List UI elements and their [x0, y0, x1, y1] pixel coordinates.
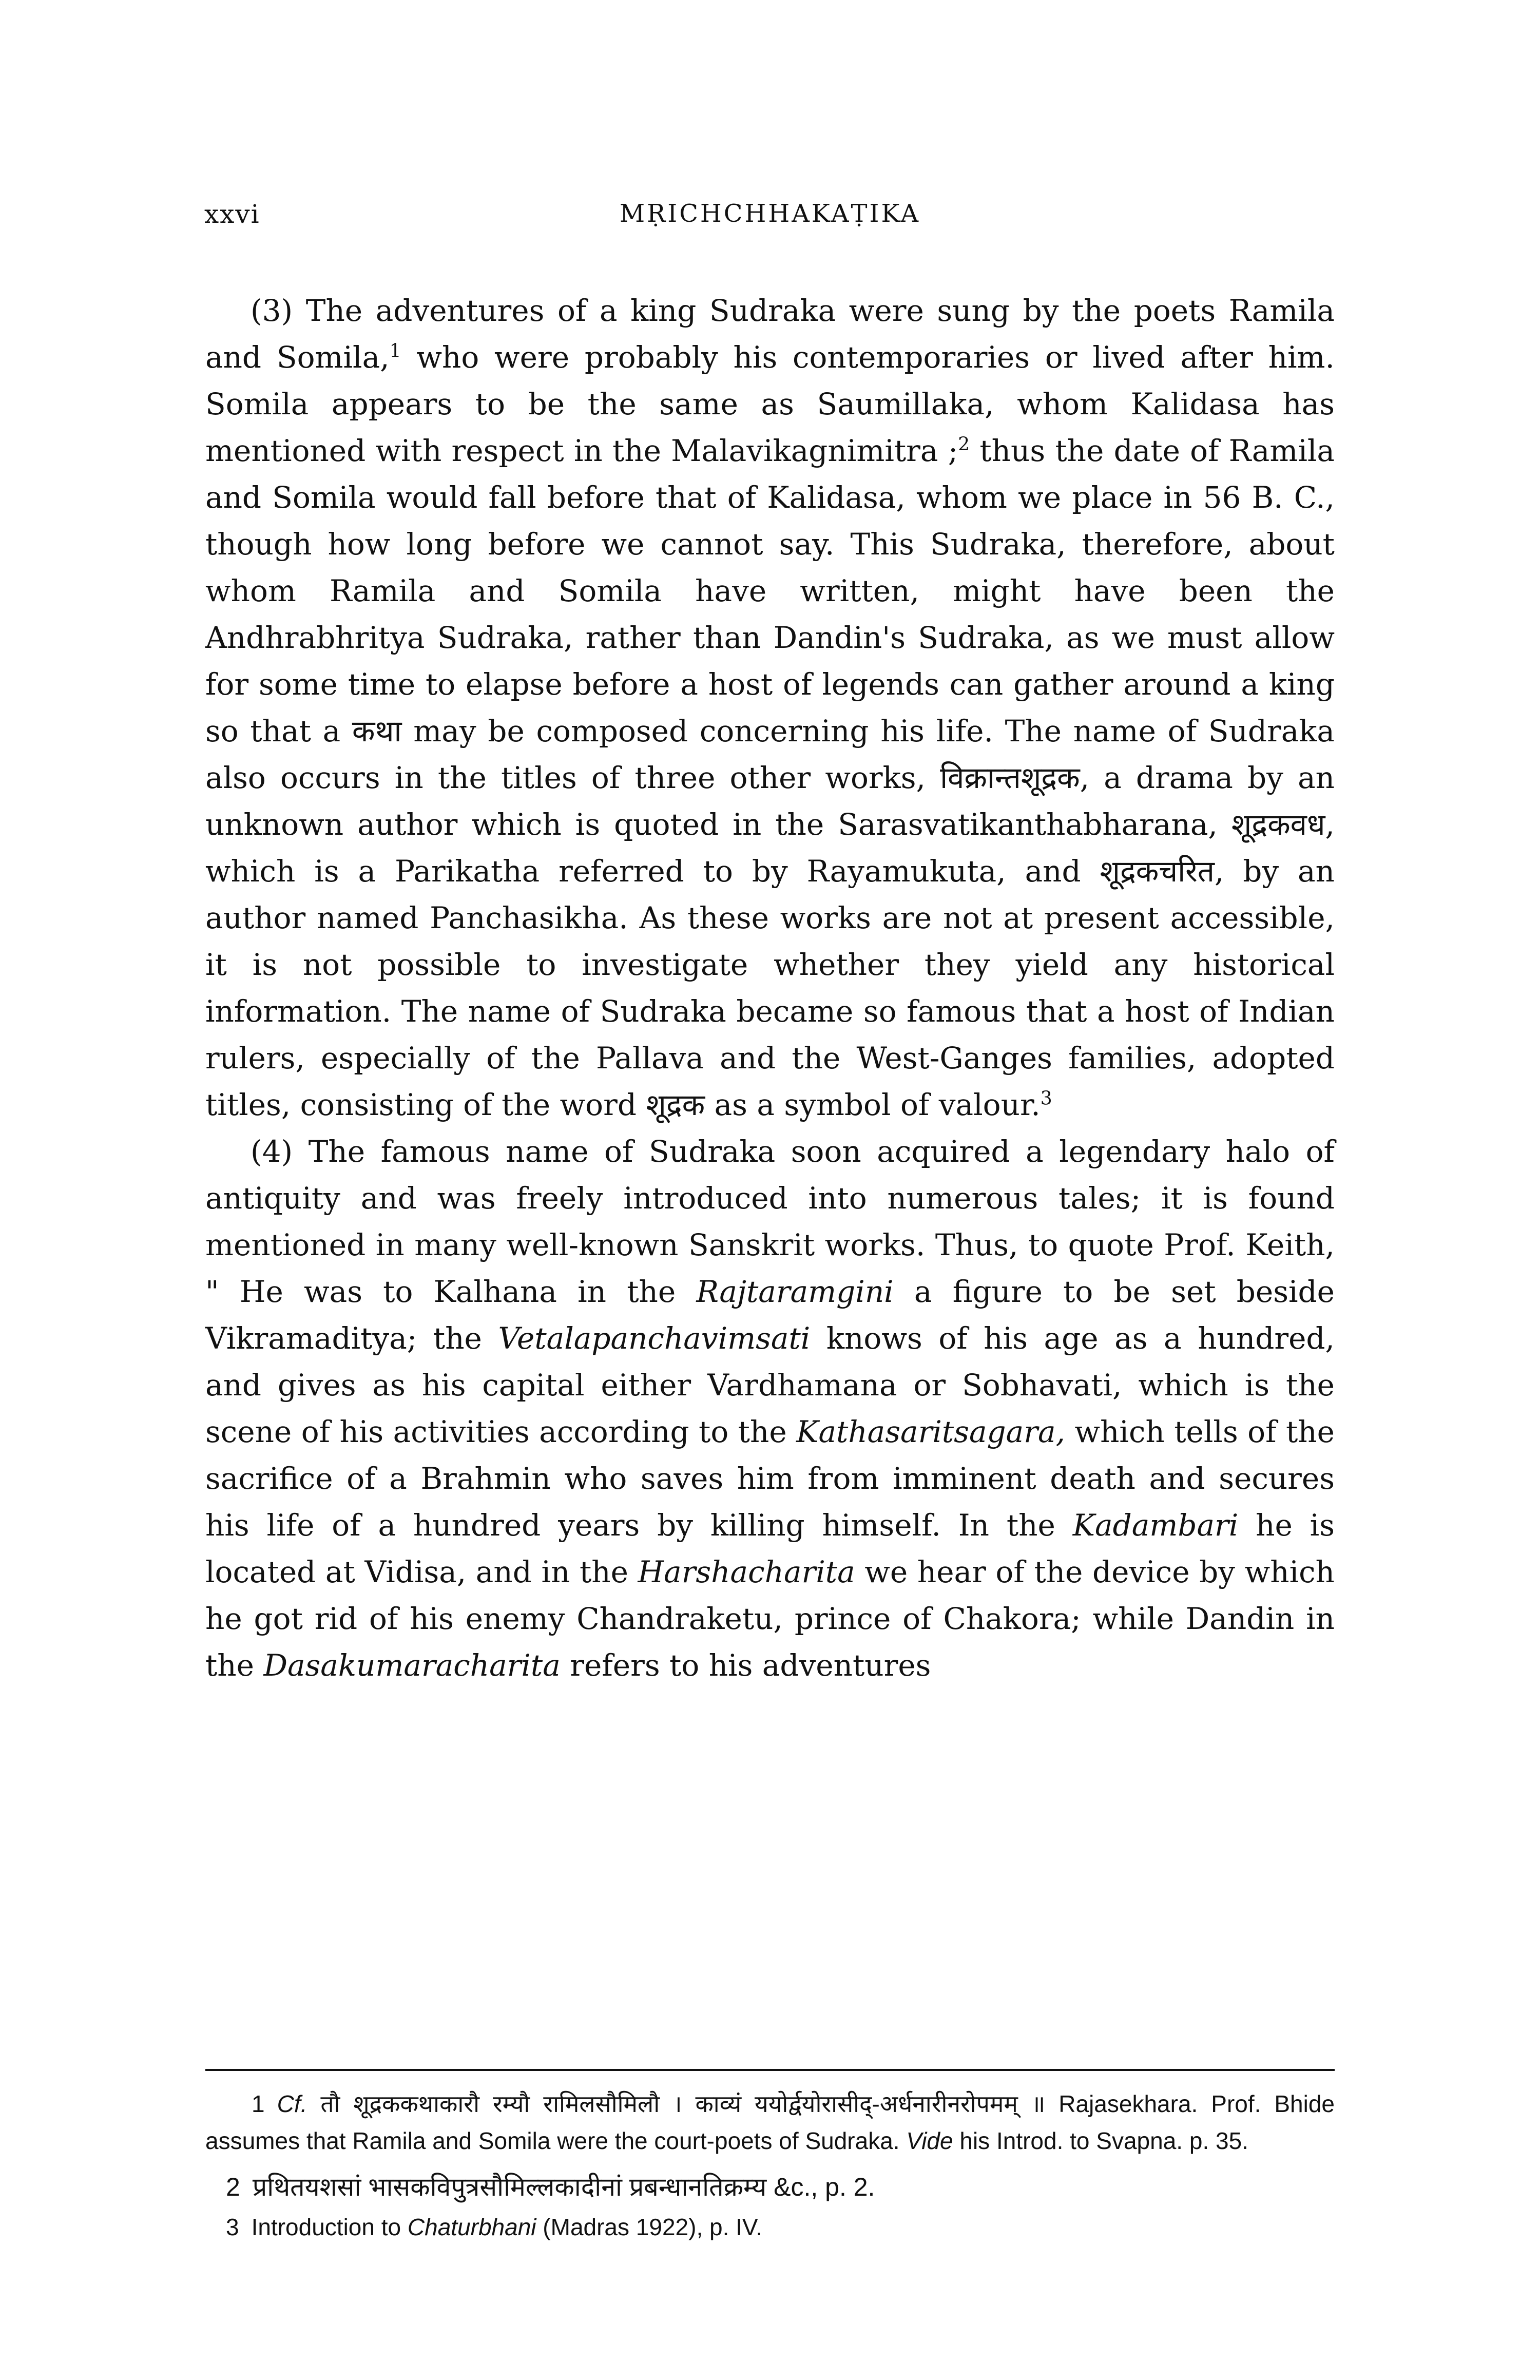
footnote-1-text-b: his Introd. to Svapna. p. 35.	[953, 2127, 1248, 2154]
title-harshacharita: Harshacharita	[638, 1554, 855, 1589]
footnote-1-vide: Vide	[906, 2127, 953, 2154]
body-text	[205, 287, 1335, 1689]
para3-text-c: thus the date of Ramila and Somila would fall before that of Kalidasa, whom we place in 56 B. C., though how long before we cannot say. This Sudraka, therefore, about whom Ramila and Somila have written, might have been the Andhrabhritya Sudraka, rather than Dandin's Sudraka, as we must allow for some time to elapse before a host of legends can gather around a king so that a कथा may be composed concerning his life. The name of Sudraka also occurs in the titles of three other works, विक्रान्तशूद्रक, a drama by an unknown author which is quoted in the Sarasvatikanthabharana, शूद्रकवध, which is a Parikatha referred to by Rayamukuta, and शूद्रकचरित, by an author named Panchasikha. As these works are not at present accessible, it is not possible to investigate whether they yield any historical information. The name of Sudraka became so famous that a host of Indian rulers, especially of the Pallava and the West-Ganges families, adopted titles, consisting of the word शूद्रक as a symbol of valour.	[205, 433, 1335, 1122]
title-rajtaramgini: Rajtaramgini	[696, 1274, 894, 1309]
footnote-2-number: 2	[226, 2173, 240, 2201]
title-kathasaritsagara: Kathasaritsagara,	[796, 1414, 1065, 1449]
footnote-3-italic-title: Chaturbhani	[407, 2214, 536, 2240]
running-title: MṚICHCHHAKAṬIKA	[619, 199, 921, 228]
para4-text-a: (4) The famous name of Sudraka soon acquired a legendary halo of antiquity and was freely introduced into numerous tales; it is found mentioned in many well-known Sanskrit works. Thus, to quote Prof. Keith, " He was to Kalhana in the	[205, 1134, 1335, 1309]
footnote-3-text-a: Introduction to	[251, 2214, 408, 2240]
footnote-ref-3: 3	[1040, 1088, 1052, 1109]
paragraph-4	[205, 1128, 1335, 1689]
page-number: xxvi	[204, 199, 260, 229]
footnote-ref-1: 1	[389, 340, 401, 362]
footnotes	[205, 2085, 1335, 2245]
footnote-2	[205, 2168, 1335, 2205]
para4-text-c: knows of his age as a hundred, and gives as his capital either Vardhamana or Sobhavati, which is the scene of his activities according to the	[205, 1321, 1335, 1449]
footnote-2-text: प्रथितयशसां भासकविपुत्रसौमिल्लकादीनां प्रबन्धानतिक्रम्य &c., p. 2.	[252, 2173, 875, 2201]
footnote-divider	[205, 2069, 1335, 2071]
paragraph-3	[205, 287, 1335, 1128]
footnote-3-text-b: (Madras 1922), p. IV.	[536, 2214, 763, 2240]
footnote-1-number: 1	[252, 2090, 265, 2117]
footnote-3-number: 3	[226, 2214, 239, 2240]
title-vetalapanchavimsati: Vetalapanchavimsati	[498, 1321, 811, 1356]
title-dasakumaracharita: Dasakumaracharita	[263, 1648, 561, 1683]
para4-text-g: refers to his adventures	[560, 1648, 931, 1683]
footnote-1-text-a: तौ शूद्रककथाकारौ रम्यौ रामिलसौमिलौ । काव्यं ययोर्द्वयोरासीद्-अर्धनारीनरोपमम् ॥ Rajasekhara. Prof. Bhide assumes that Ramila and Somila were the court-poets of Sudraka.	[205, 2090, 1335, 2154]
footnote-1	[205, 2085, 1335, 2159]
para3-text-b: who were probably his contemporaries or lived after him. Somila appears to be the same as Saumillaka, whom Kalidasa has mentioned with respect in the Malavikagnimitra ;	[205, 340, 1335, 468]
para4-text-d: which tells of the sacrifice of a Brahmin who saves him from imminent death and secures his life of a hundred years by killing himself. In the	[205, 1414, 1335, 1543]
title-kadambari: Kadambari	[1072, 1508, 1239, 1543]
para4-text-e: he is located at Vidisa, and in the	[205, 1508, 1335, 1589]
footnote-ref-2: 2	[958, 434, 970, 455]
footnote-3	[205, 2209, 1335, 2245]
footnote-1-cf: Cf.	[277, 2090, 307, 2117]
para3-text-a: (3) The adventures of a king Sudraka were sung by the poets Ramila and Somila,	[205, 293, 1335, 375]
para4-text-f: we hear of the device by which he got rid of his enemy Chandraketu, prince of Chakora; while Dandin in the	[205, 1554, 1335, 1683]
page-header	[0, 199, 1540, 235]
para4-text-b: a figure to be set beside Vikramaditya; the	[205, 1274, 1335, 1356]
